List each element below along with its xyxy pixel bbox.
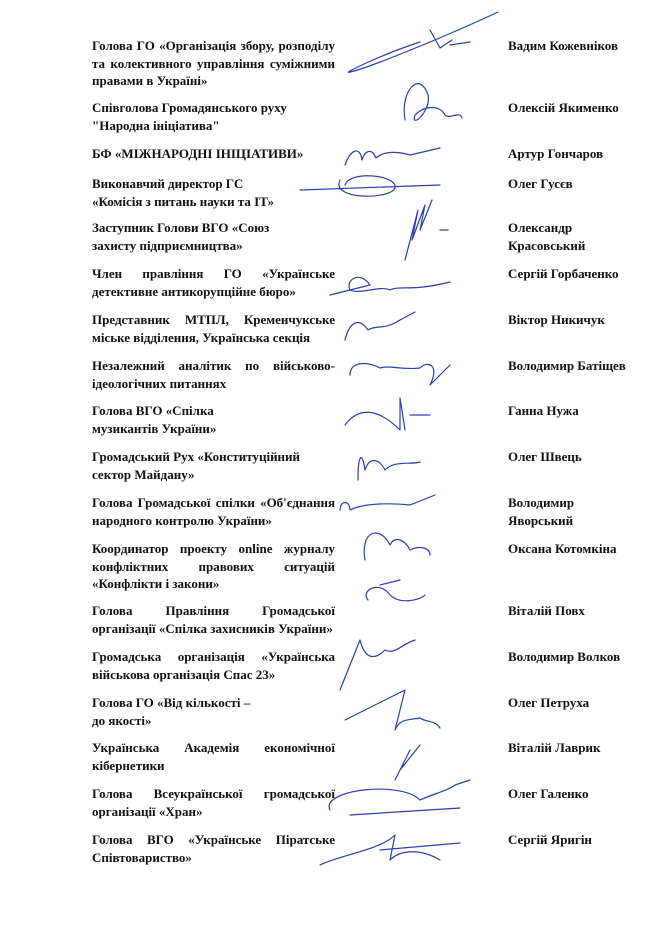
signature <box>345 690 440 730</box>
organization: Виконавчий директор ГС «Комісія з питань науки та ІТ» <box>92 176 275 209</box>
signatory-name: Володимир Батіщев <box>508 358 626 373</box>
organization: Громадська організація «Українська військова організація Спас 23» <box>92 649 335 682</box>
signatory-name: Сергій Яригін <box>508 832 592 847</box>
signature <box>345 148 440 165</box>
organization: Координатор проекту online журналу конфліктних правових ситуацій «Конфлікти і закони» <box>92 541 335 591</box>
signature <box>405 200 448 260</box>
signatory-name: Олег Петруха <box>508 695 590 710</box>
signature <box>358 458 420 480</box>
organization: Голова ГО «Від кількості – до якості» <box>92 695 251 728</box>
signature <box>404 84 462 121</box>
signature <box>345 398 430 430</box>
organization: Громадський Рух «Конституційний сектор Майдану» <box>92 449 301 482</box>
organization: Голова Всеукраїнської громадської організації «Хран» <box>92 786 335 819</box>
signature <box>329 780 470 815</box>
signature <box>320 835 460 865</box>
signatory-name: Вадим Кожевніков <box>508 38 618 53</box>
signatory-name: Віталій Лаврик <box>508 740 601 755</box>
signature <box>340 640 415 690</box>
signatory-name: Олег Гусєв <box>508 176 573 191</box>
signature <box>395 745 420 780</box>
signature <box>348 12 498 72</box>
signatory-name: Ганна Нужа <box>508 403 579 418</box>
organization: Представник МТПЛ, Кременчукське міське відділення, Українська секція <box>92 312 335 345</box>
signature <box>340 495 435 510</box>
organization: Член правління ГО «Українське детективне антикорупційне бюро» <box>92 266 335 299</box>
organization: Співголова Громадянського руху "Народна ініціатива" <box>92 100 287 133</box>
signatory-name: Сергій Горбаченко <box>508 266 619 281</box>
signatory-name: Олег Швець <box>508 449 582 464</box>
organization: Голова Громадської спілки «Об'єднання народного контролю України» <box>92 495 335 528</box>
signatory-name: Олександр Красовський <box>508 220 586 253</box>
signature <box>330 277 450 295</box>
organization: Голова ВГО «Українське Піратське Співтовариство» <box>92 832 335 865</box>
signatory-name: Віталій Повх <box>508 603 585 618</box>
organization: Голова Правління Громадської організації «Спілка захисників України» <box>92 603 335 636</box>
signatory-name: Володимир Яворський <box>508 495 575 528</box>
signature <box>300 176 440 196</box>
signature <box>366 580 425 601</box>
signature <box>345 312 415 340</box>
organization: Українська Академія економічної кібернетики <box>92 740 335 773</box>
organization: Незалежний аналітик по військово-ідеологічних питаннях <box>92 358 335 391</box>
signature <box>350 364 450 385</box>
signatory-name: Артур Гончаров <box>508 146 604 161</box>
signatory-name: Оксана Котомкіна <box>508 541 617 556</box>
signature <box>364 533 430 560</box>
organization: Голова ГО «Організація збору, розподілу та колективного управління суміжними правами в Україні» <box>92 38 335 88</box>
organization: Заступник Голови ВГО «Союз захисту підприємництва» <box>92 220 270 253</box>
signatory-name: Олексій Якименко <box>508 100 619 115</box>
signatory-name: Олег Галенко <box>508 786 589 801</box>
signatory-name: Володимир Волков <box>508 649 621 664</box>
signatory-name: Віктор Никичук <box>508 312 605 327</box>
organization: Голова ВГО «Спілка музикантів України» <box>92 403 217 436</box>
organization: БФ «МІЖНАРОДНІ ІНІЦІАТИВИ» <box>92 146 304 161</box>
